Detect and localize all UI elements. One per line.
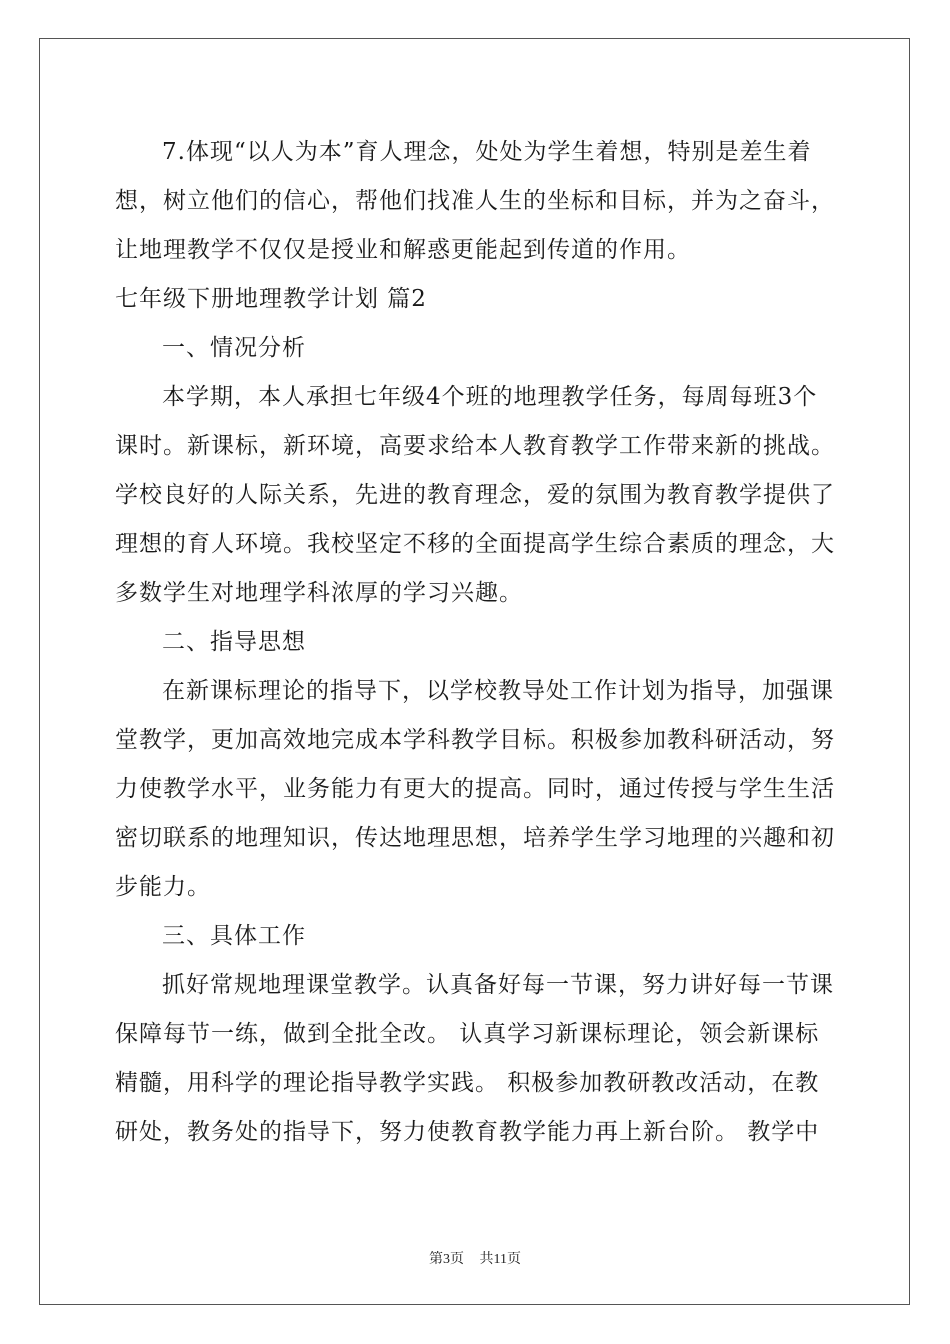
text-line: 保障每节一练，做到全批全改。 认真学习新课标理论，领会新课标	[115, 1021, 820, 1047]
text-line: 精髓，用科学的理论指导教学实践。 积极参加教研教改活动，在教	[115, 1070, 820, 1096]
text-line: 抓好常规地理课堂教学。认真备好每一节课，努力讲好每一节课	[162, 972, 834, 998]
document-body	[115, 128, 837, 1157]
text-line: 步能力。	[115, 874, 211, 900]
text-line: 密切联系的地理知识，传达地理思想，培养学生学习地理的兴趣和初	[115, 825, 835, 851]
text-line: 7.体现“以人为本”育人理念，处处为学生着想，特别是差生着	[162, 139, 812, 165]
text-line: 多数学生对地理学科浓厚的学习兴趣。	[115, 580, 523, 606]
heading-situation-analysis: 一、情况分析	[162, 335, 306, 361]
text-line: 在新课标理论的指导下，以学校教导处工作计划为指导，加强课	[162, 678, 834, 704]
section-title: 七年级下册地理教学计划 篇2	[115, 286, 427, 312]
text-line: 本学期，本人承担七年级4个班的地理教学任务，每周每班3个	[162, 384, 818, 410]
text-line: 课时。新课标，新环境，高要求给本人教育教学工作带来新的挑战。	[115, 433, 835, 459]
heading-specific-work: 三、具体工作	[162, 923, 306, 949]
text-line: 让地理教学不仅仅是授业和解惑更能起到传道的作用。	[115, 237, 691, 263]
page-footer	[0, 1248, 950, 1268]
heading-guiding-ideas: 二、指导思想	[162, 629, 306, 655]
text-line: 堂教学，更加高效地完成本学科教学目标。积极参加教科研活动，努	[115, 727, 835, 753]
page-number-total: 共11页	[479, 1252, 521, 1267]
page-number-current: 第3页	[429, 1252, 464, 1267]
text-line: 学校良好的人际关系，先进的教育理念，爱的氛围为教育教学提供了	[115, 482, 835, 508]
text-line: 力使教学水平，业务能力有更大的提高。同时，通过传授与学生生活	[115, 776, 835, 802]
text-line: 理想的育人环境。我校坚定不移的全面提高学生综合素质的理念，大	[115, 531, 835, 557]
text-line: 想，树立他们的信心，帮他们找准人生的坐标和目标，并为之奋斗，	[115, 188, 835, 214]
text-line: 研处，教务处的指导下，努力使教育教学能力再上新台阶。 教学中	[115, 1119, 820, 1145]
